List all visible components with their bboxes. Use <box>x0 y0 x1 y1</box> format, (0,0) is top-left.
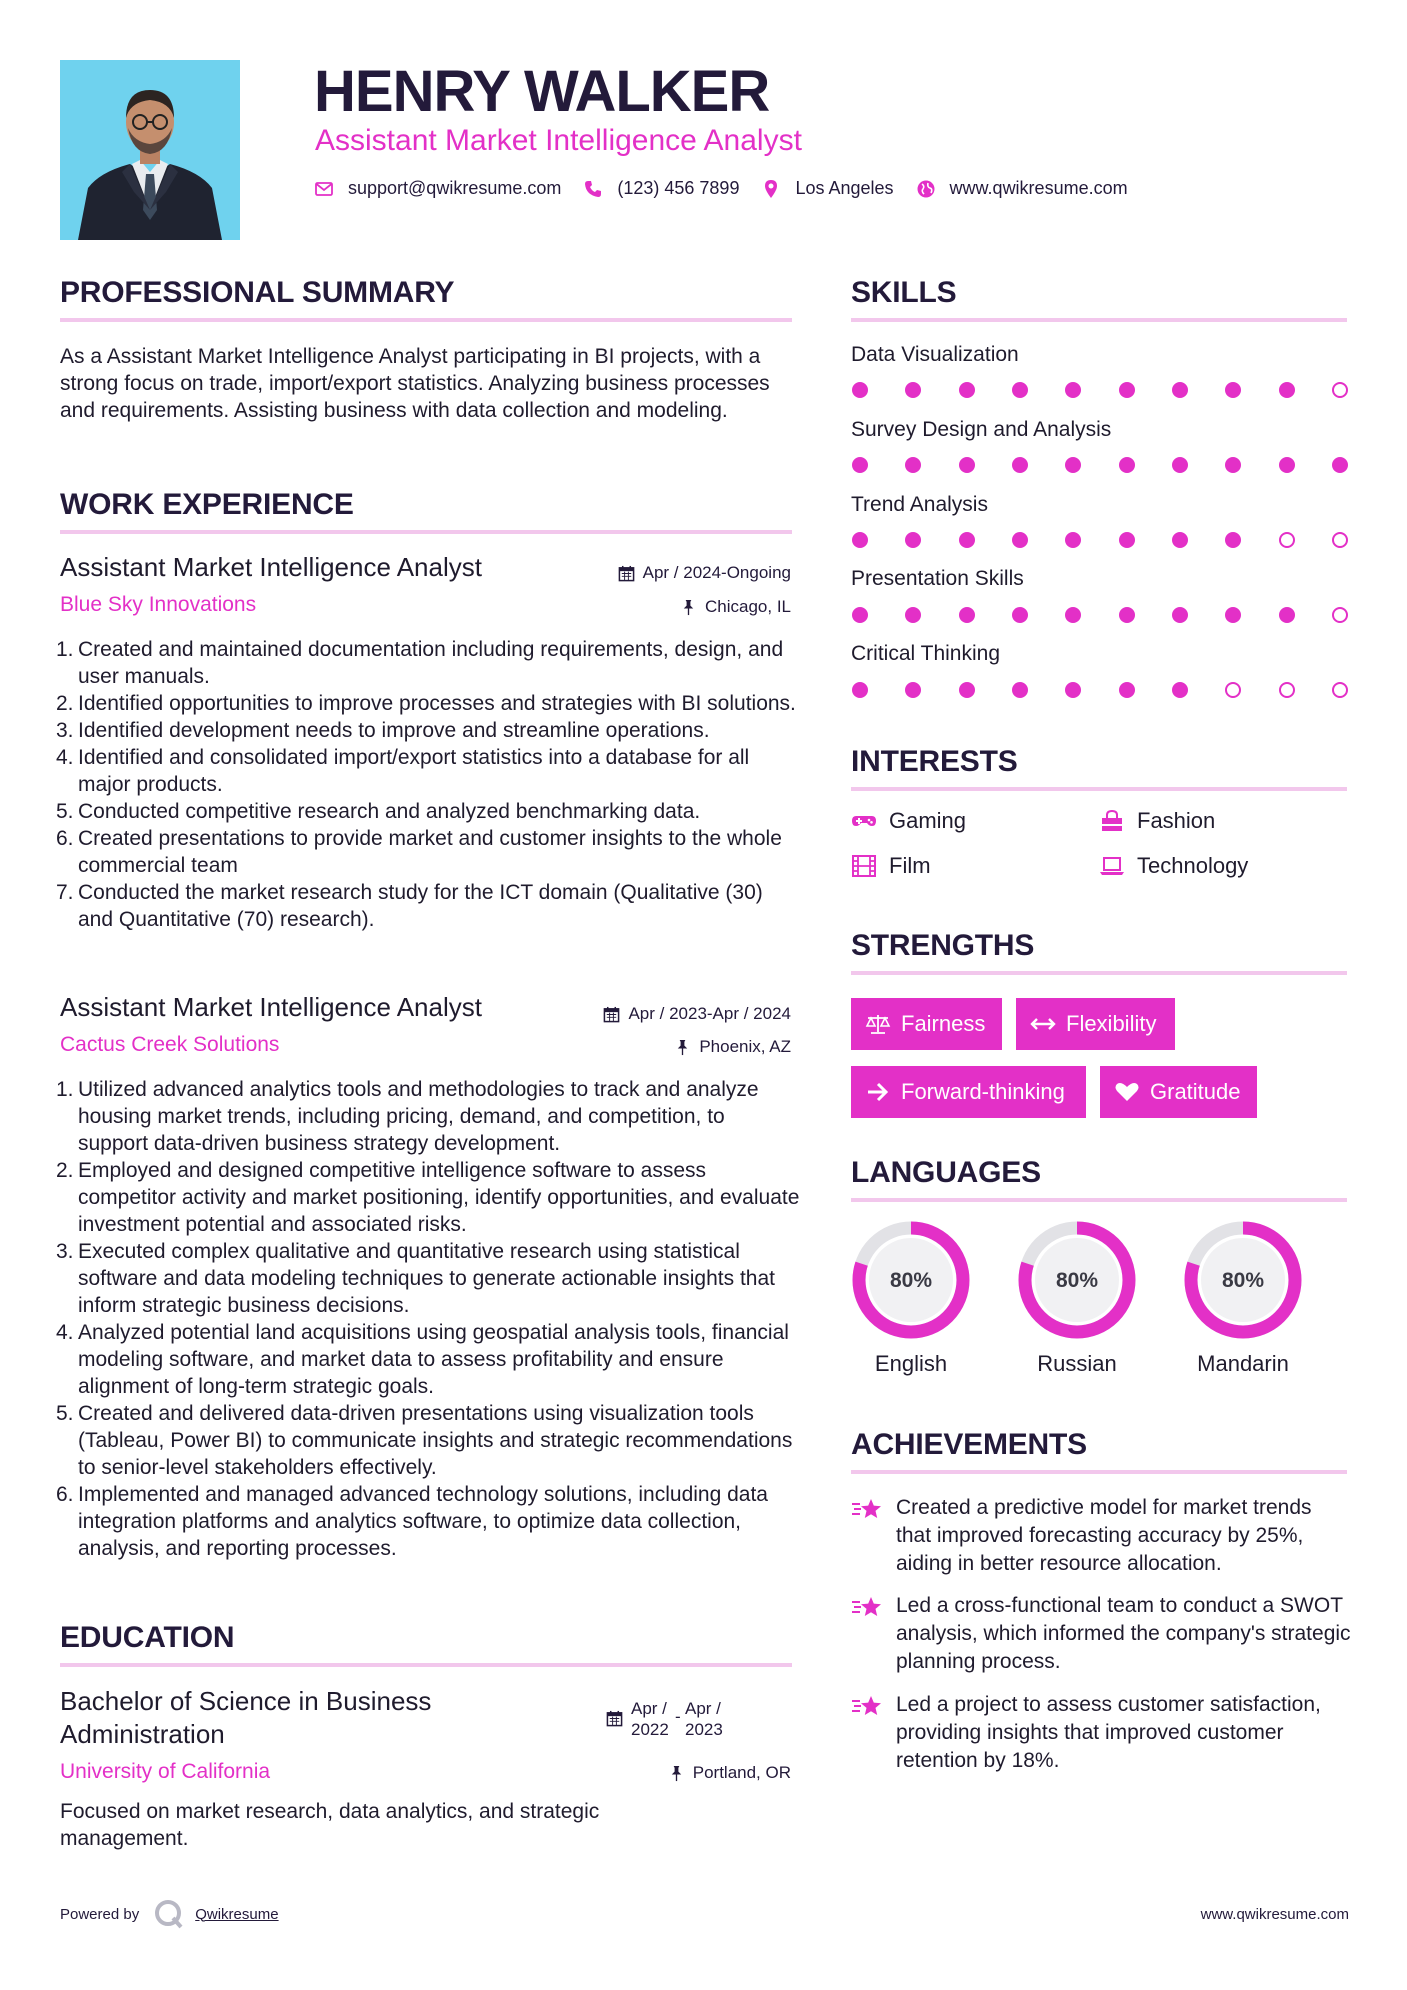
education-degree <box>60 1685 431 1751</box>
languages-heading: LANGUAGES <box>851 1156 1041 1189</box>
experience-divider <box>60 530 792 534</box>
phone-text: (123) 456 7899 <box>617 178 740 198</box>
education-description: Focused on market research, data analytics, and strategic management. <box>60 1800 600 1850</box>
skill-rating <box>852 532 1348 548</box>
skill-dot-filled <box>1119 532 1135 548</box>
language-percent-label: 80% <box>889 1269 933 1292</box>
globe-icon <box>916 179 936 199</box>
interest-label: Film <box>889 853 931 878</box>
job-1-dates <box>618 563 791 583</box>
strength-label: Gratitude <box>1150 1079 1241 1104</box>
skill-dot-filled <box>959 457 975 473</box>
degree-line-2: Administration <box>60 1719 225 1749</box>
arrow-right-icon <box>865 1081 891 1103</box>
skill-dot-filled <box>1225 457 1241 473</box>
job-2-location-text: Phoenix, AZ <box>699 1037 791 1056</box>
skill-dot-empty <box>1332 607 1348 623</box>
shooting-star-icon <box>851 1594 883 1622</box>
shooting-star-icon <box>851 1693 883 1721</box>
qwikresume-logo-icon <box>153 1898 185 1930</box>
contact-bar <box>314 178 1150 199</box>
skill-dot-empty <box>1332 532 1348 548</box>
education-divider <box>60 1663 792 1667</box>
footer-website[interactable]: www.qwikresume.com <box>1200 1906 1349 1923</box>
map-pin-icon <box>761 179 781 199</box>
skill-dot-filled <box>1119 607 1135 623</box>
calendar-icon <box>618 565 635 582</box>
interest-fashion <box>1099 808 1215 834</box>
skill-dot-filled <box>959 382 975 398</box>
calendar-icon <box>606 1710 623 1727</box>
pushpin-icon <box>680 599 697 616</box>
language-name: English <box>874 1351 948 1376</box>
language-percent-label: 80% <box>1221 1269 1265 1292</box>
achievement-text: Led a project to assess customer satisfaction, providing insights that improved customer retention by 18%. <box>896 1693 1321 1772</box>
skills-heading: SKILLS <box>851 276 957 309</box>
skill-dot-filled <box>1172 457 1188 473</box>
achievements-divider <box>851 1470 1347 1474</box>
education-location <box>668 1763 791 1783</box>
skill-dot-filled <box>1065 607 1081 623</box>
candidate-name: HENRY WALKER <box>314 59 770 124</box>
job-2-title: Assistant Market Intelligence Analyst <box>60 992 482 1022</box>
shooting-star-icon <box>851 1496 883 1524</box>
skill-dot-filled <box>852 607 868 623</box>
footer-brand-link[interactable]: Qwikresume <box>195 1905 279 1923</box>
balance-scale-icon <box>865 1013 891 1035</box>
strength-tag-fairness <box>851 998 1002 1050</box>
language-russian <box>1016 1219 1138 1377</box>
list-item: 1. Created and maintained documentation including requirements, design, and user manuals. <box>56 638 784 688</box>
interest-gaming <box>851 808 966 834</box>
list-item: 3. Executed complex qualitative and quantitative research using statistical software and data modeling techniques to generate actionable insights that inform strategic business decisions. <box>56 1240 775 1317</box>
skill-dot-filled <box>1225 532 1241 548</box>
job-2-location <box>674 1037 791 1057</box>
envelope-icon <box>314 179 334 199</box>
skill-name: Trend Analysis <box>851 493 988 516</box>
skill-dot-filled <box>1065 532 1081 548</box>
skill-rating <box>852 607 1348 623</box>
language-name: Mandarin <box>1197 1351 1289 1376</box>
skill-dot-filled <box>1332 457 1348 473</box>
skill-dot-filled <box>959 607 975 623</box>
job-2-dates <box>603 1004 791 1024</box>
strengths-divider <box>851 971 1347 975</box>
list-item: 5. Conducted competitive research and analyzed benchmarking data. <box>56 800 701 823</box>
film-icon <box>851 854 877 878</box>
skill-dot-filled <box>1119 457 1135 473</box>
language-name: Russian <box>1037 1351 1117 1376</box>
education-location-text: Portland, OR <box>692 1763 791 1782</box>
list-item: 6. Created presentations to provide market and customer insights to the whole commercial team <box>56 827 782 877</box>
arrows-horizontal-icon <box>1030 1013 1056 1035</box>
language-progress-ring <box>1182 1219 1304 1341</box>
achievement-item <box>851 1592 1351 1676</box>
job-1-company: Blue Sky Innovations <box>60 593 257 616</box>
language-progress-ring <box>1016 1219 1138 1341</box>
pushpin-icon <box>668 1765 685 1782</box>
skill-dot-filled <box>1012 382 1028 398</box>
language-percent-label: 80% <box>1055 1269 1099 1292</box>
skill-dot-filled <box>1279 382 1295 398</box>
education-end-date: Apr / 2023 <box>685 1699 723 1739</box>
interest-label: Technology <box>1137 853 1249 878</box>
job-1-dates-text: Apr / 2024-Ongoing <box>642 563 791 582</box>
strengths-heading: STRENGTHS <box>851 929 1035 962</box>
achievement-item <box>851 1691 1351 1775</box>
skill-dot-filled <box>1065 682 1081 698</box>
website-text: www.qwikresume.com <box>949 178 1128 198</box>
language-progress-ring <box>850 1219 972 1341</box>
job-1-title: Assistant Market Intelligence Analyst <box>60 552 482 582</box>
skill-dot-empty <box>1225 682 1241 698</box>
language-mandarin <box>1182 1219 1304 1377</box>
degree-line-1: Bachelor of Science in Business <box>60 1686 432 1716</box>
skill-dot-empty <box>1279 682 1295 698</box>
heart-icon <box>1114 1081 1140 1103</box>
strength-label: Flexibility <box>1066 1011 1157 1036</box>
footer-powered-by <box>60 1898 279 1930</box>
summary-heading: PROFESSIONAL SUMMARY <box>60 276 455 309</box>
skill-dot-filled <box>852 532 868 548</box>
skill-rating <box>852 382 1348 398</box>
skill-dot-filled <box>852 682 868 698</box>
strength-tag-flexibility <box>1016 998 1175 1050</box>
language-english <box>850 1219 972 1377</box>
contact-location <box>761 178 893 199</box>
job-1-responsibilities <box>56 636 800 933</box>
strength-label: Forward-thinking <box>901 1079 1065 1104</box>
skill-rating <box>852 682 1348 698</box>
interest-film <box>851 853 931 879</box>
skill-dot-filled <box>1172 382 1188 398</box>
skill-dot-filled <box>852 382 868 398</box>
skill-dot-filled <box>1279 457 1295 473</box>
achievements-heading: ACHIEVEMENTS <box>851 1428 1087 1461</box>
skill-dot-filled <box>1119 682 1135 698</box>
pushpin-icon <box>674 1039 691 1056</box>
interests-divider <box>851 787 1347 791</box>
email-text: support@qwikresume.com <box>348 178 562 198</box>
skill-name: Data Visualization <box>851 343 1019 366</box>
education-start-date: Apr / 2022 <box>631 1699 669 1739</box>
profile-photo <box>60 60 240 240</box>
skill-dot-filled <box>905 607 921 623</box>
skill-rating <box>852 457 1348 473</box>
list-item: 4. Identified and consolidated import/export statistics into a database for all major products. <box>56 746 750 796</box>
summary-divider <box>60 318 792 322</box>
shopping-bag-icon <box>1099 809 1125 833</box>
job-2-company: Cactus Creek Solutions <box>60 1033 280 1056</box>
skill-dot-filled <box>1172 532 1188 548</box>
laptop-icon <box>1099 854 1125 878</box>
skill-dot-empty <box>1332 382 1348 398</box>
education-school: University of California <box>60 1760 271 1783</box>
education-date-dash: - <box>675 1707 681 1726</box>
list-item: 4. Analyzed potential land acquisitions using geospatial analysis tools, financial modeling software, and market data to assess profitability and ensure alignment of long-term strategic goals. <box>56 1321 789 1398</box>
education-heading: EDUCATION <box>60 1621 235 1654</box>
skill-dot-filled <box>905 532 921 548</box>
skill-dot-filled <box>1012 532 1028 548</box>
skill-dot-filled <box>852 457 868 473</box>
list-item: 6. Implemented and managed advanced technology solutions, including data integration platforms and analytics software, to optimize data collection, analysis, and reporting processes. <box>56 1483 768 1560</box>
skills-divider <box>851 318 1347 322</box>
skill-dot-filled <box>959 682 975 698</box>
interest-label: Gaming <box>889 808 967 833</box>
list-item: 1. Utilized advanced analytics tools and methodologies to track and analyze housing market trends, including pricing, demand, and competition, to support data-driven business strategy development. <box>56 1078 759 1155</box>
contact-phone[interactable] <box>583 178 739 199</box>
skill-dot-filled <box>1119 382 1135 398</box>
candidate-title: Assistant Market Intelligence Analyst <box>315 124 802 157</box>
interest-label: Fashion <box>1137 808 1216 833</box>
skill-dot-filled <box>1065 382 1081 398</box>
job-2-dates-text: Apr / 2023-Apr / 2024 <box>628 1004 791 1023</box>
calendar-icon <box>603 1006 620 1023</box>
phone-icon <box>583 179 603 199</box>
achievement-text: Created a predictive model for market trends that improved forecasting accuracy by 25%, aiding in better resource allocation. <box>896 1496 1312 1575</box>
gamepad-icon <box>851 809 877 833</box>
list-item: 2. Identified opportunities to improve processes and strategies with BI solutions. <box>56 692 796 715</box>
job-2-responsibilities <box>56 1076 800 1562</box>
skill-dot-filled <box>1172 607 1188 623</box>
contact-email[interactable] <box>314 178 561 199</box>
achievement-item <box>851 1494 1351 1578</box>
skill-dot-filled <box>1065 457 1081 473</box>
skill-dot-filled <box>1012 457 1028 473</box>
skill-dot-filled <box>1012 682 1028 698</box>
skill-name: Critical Thinking <box>851 642 1000 665</box>
skill-dot-filled <box>905 457 921 473</box>
experience-heading: WORK EXPERIENCE <box>60 488 354 521</box>
skill-dot-filled <box>1225 607 1241 623</box>
skill-name: Survey Design and Analysis <box>851 418 1112 441</box>
list-item: 7. Conducted the market research study for the ICT domain (Qualitative (30) and Quantitative (70) research). <box>56 881 763 931</box>
interests-heading: INTERESTS <box>851 745 1018 778</box>
contact-website[interactable] <box>916 178 1128 199</box>
skill-dot-filled <box>1012 607 1028 623</box>
job-1-location-text: Chicago, IL <box>705 597 791 616</box>
skill-dot-filled <box>1172 682 1188 698</box>
education-dates <box>606 1698 729 1740</box>
skill-dot-filled <box>905 382 921 398</box>
skill-name: Presentation Skills <box>851 567 1024 590</box>
person-portrait-icon <box>60 60 240 240</box>
languages-divider <box>851 1198 1347 1202</box>
strength-tag-gratitude <box>1100 1066 1257 1118</box>
achievement-text: Led a cross-functional team to conduct a SWOT analysis, which informed the company's strategic planning process. <box>896 1594 1351 1673</box>
powered-by-text: Powered by <box>60 1905 140 1923</box>
job-1-location <box>680 597 791 617</box>
skill-dot-filled <box>1225 382 1241 398</box>
skill-dot-empty <box>1332 682 1348 698</box>
skill-dot-filled <box>959 532 975 548</box>
summary-text: As a Assistant Market Intelligence Analyst participating in BI projects, with a strong focus on trade, import/export statistics. Analyzing business processes and requirements. Assisting business with data collection and modeling. <box>60 345 770 422</box>
strength-tag-forward-thinking <box>851 1066 1086 1118</box>
list-item: 3. Identified development needs to improve and streamline operations. <box>56 719 710 742</box>
interest-technology <box>1099 853 1248 879</box>
list-item: 2. Employed and designed competitive intelligence software to assess competitor activity and market positioning, identify opportunities, and evaluate investment potential and associated risks. <box>56 1159 800 1236</box>
skill-dot-filled <box>905 682 921 698</box>
location-text: Los Angeles <box>795 178 894 198</box>
skill-dot-filled <box>1279 607 1295 623</box>
strength-label: Fairness <box>901 1011 986 1036</box>
list-item: 5. Created and delivered data-driven presentations using visualization tools (Tableau, Power BI) to communicate insights and strategic recommendations to senior-level stakeholders effectively. <box>56 1402 793 1479</box>
skill-dot-empty <box>1279 532 1295 548</box>
